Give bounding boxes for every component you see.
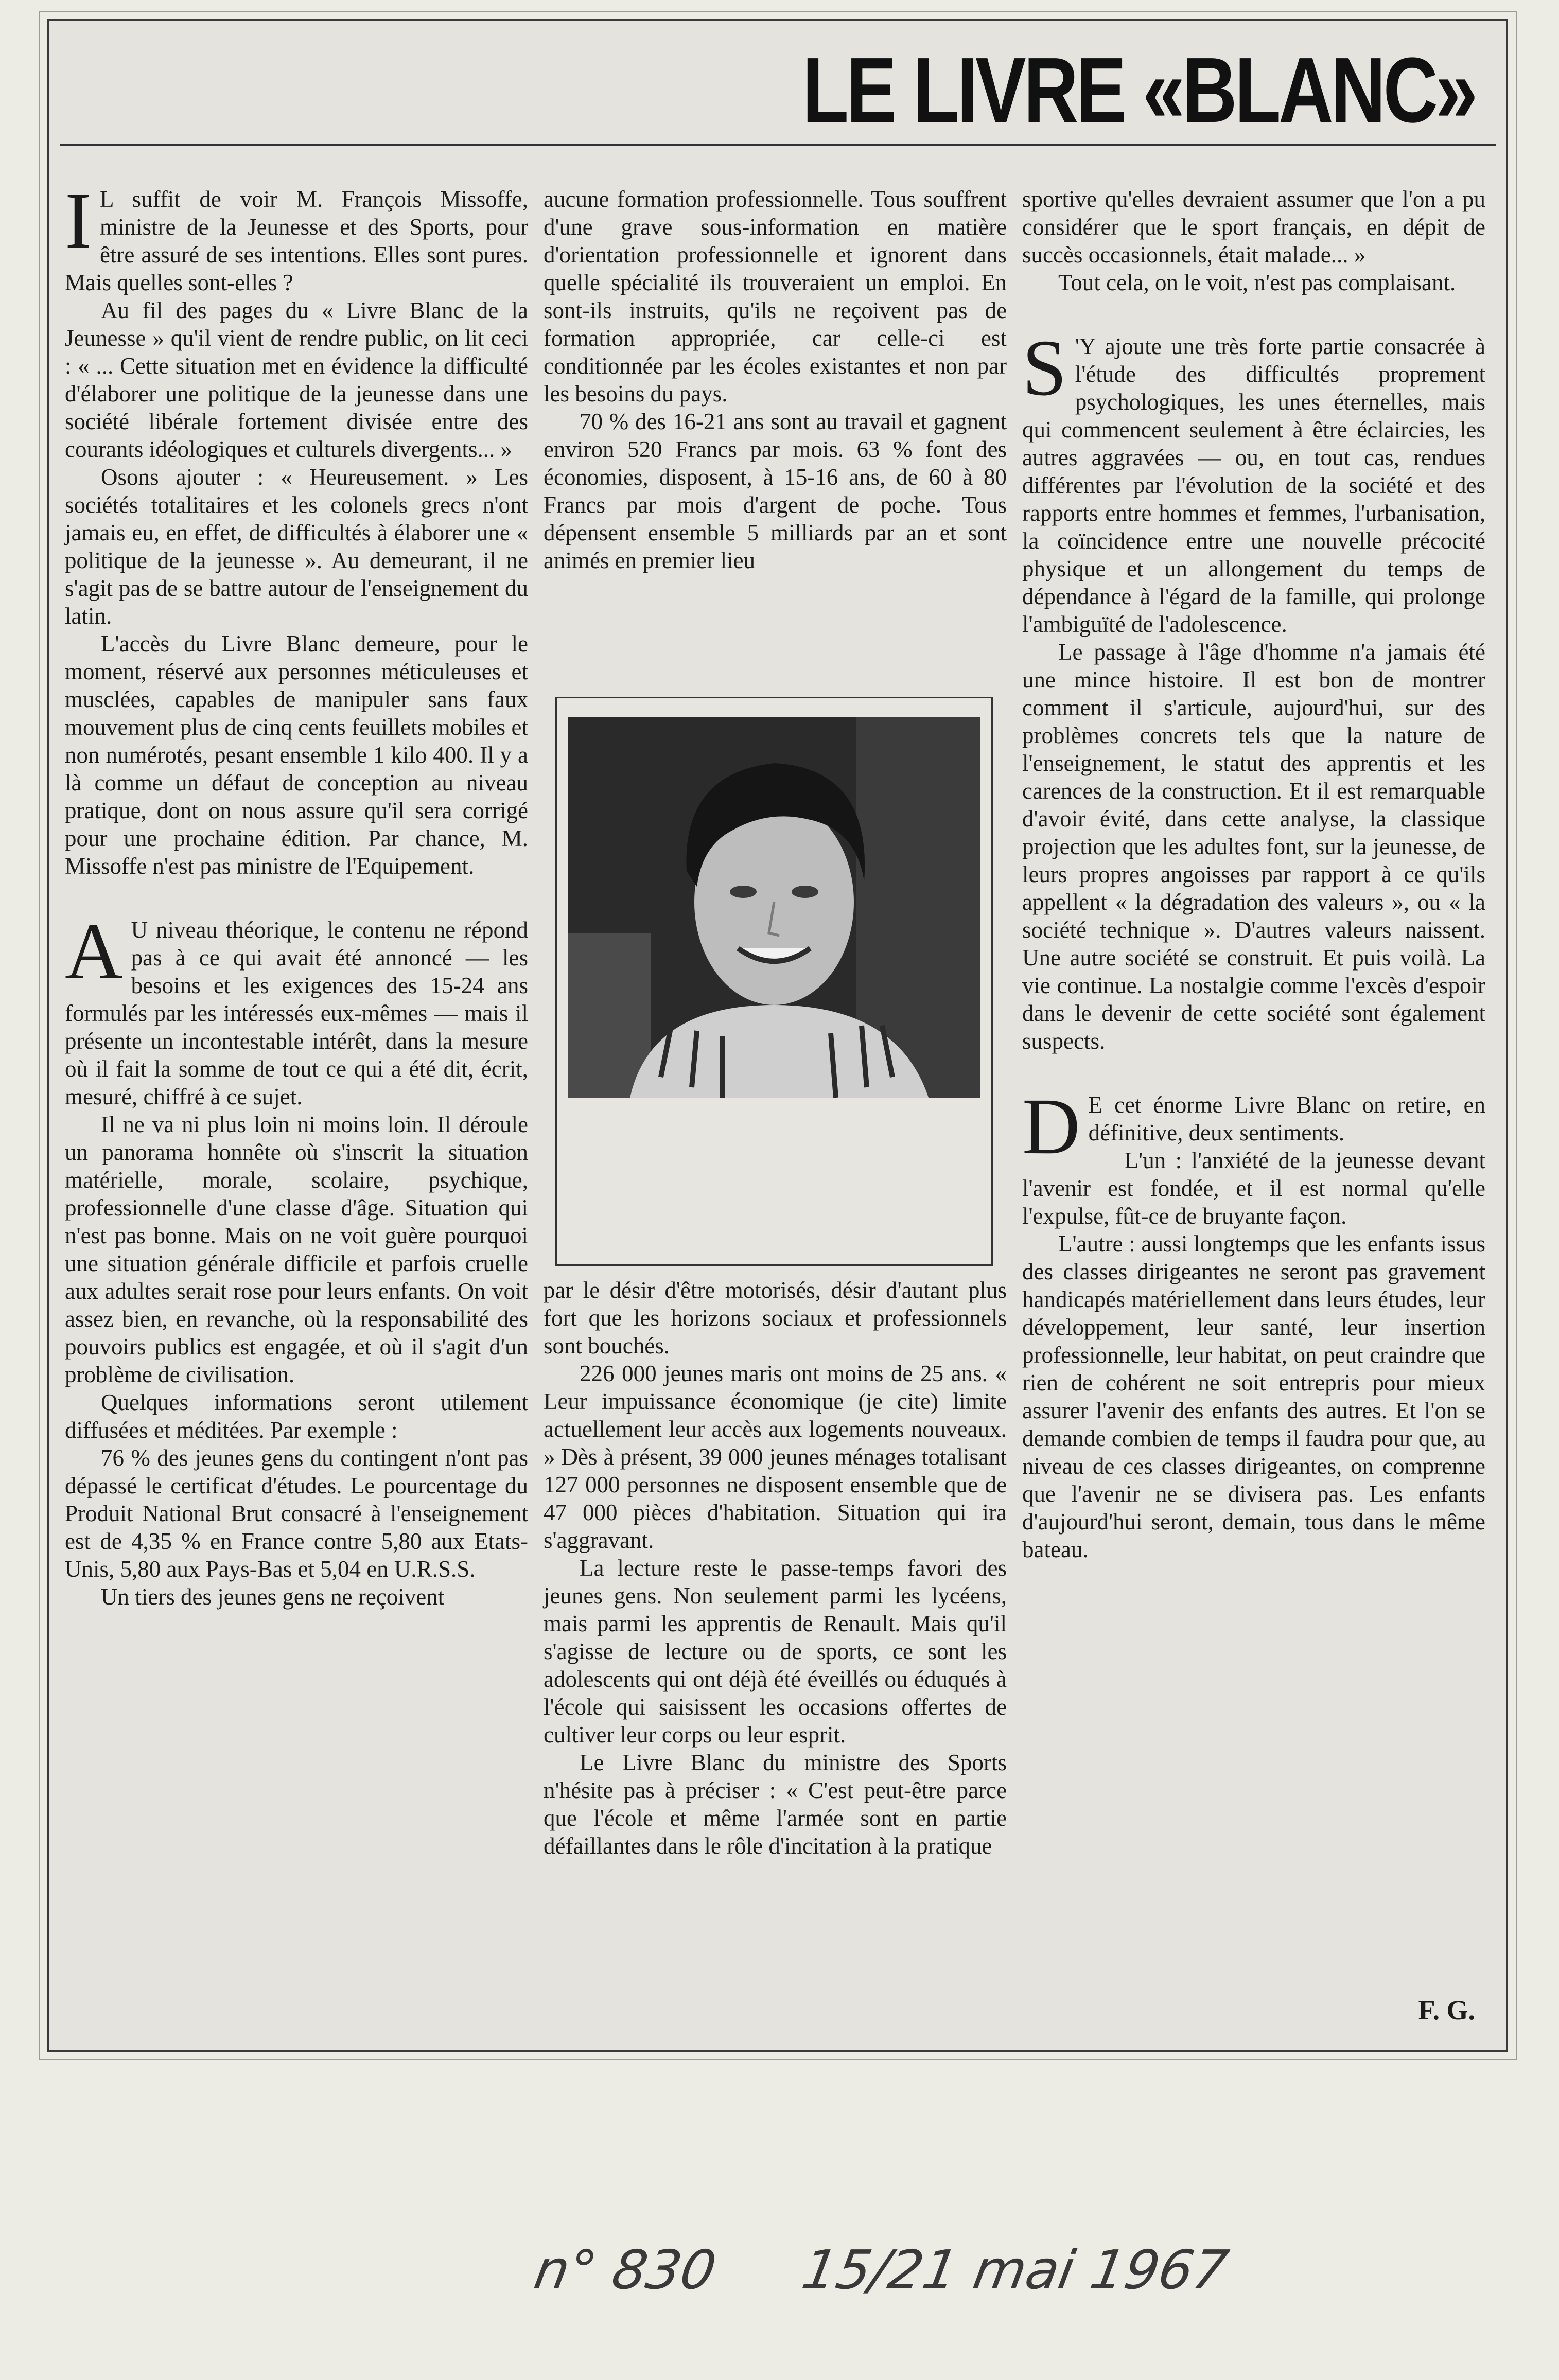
article-title: LE LIVRE «BLANC» xyxy=(802,39,1475,142)
paragraph: A U niveau théorique, le contenu ne répond pas à ce qui avait été annoncé — les besoins et les exigences des 15-24 ans formulés par les intéressés eux-mêmes — mais il présente un incontestable intérêt, dans la mesure où il fait la somme de tout ce qui a été dit, écrit, mesuré, chiffré à ce sujet. xyxy=(65,907,528,1109)
paragraph: aucune formation professionnelle. Tous souffrent d'une grave sous-information en matière d'orientation professionnelle et ignorent dans quelle spécialité ils trouveraient un emploi. En sont-ils instruits, qu'ils ne reçoivent pas de formation appropriée, car celle-ci est conditionnée par les écoles existantes et non par les besoins du pays. xyxy=(544,186,1007,407)
author-photo-box xyxy=(555,697,993,1266)
handwritten-date: 15/21 mai 1967 xyxy=(797,2238,1233,2301)
drop-cap: A xyxy=(65,907,123,996)
column-3 xyxy=(1022,185,1485,1563)
newspaper-clipping xyxy=(47,19,1508,2052)
paragraph: Au fil des pages du « Livre Blanc de la Jeunesse » qu'il vient de rendre public, on lit ceci : « ... Cette situation met en évidence la difficulté d'élaborer une politique de la jeunesse dans une société libérale fortement divisée entre des courants idéologiques et culturels divergents... » xyxy=(65,297,528,462)
paragraph: 226 000 jeunes maris ont moins de 25 ans. « Leur impuissance économique (je cite) limite actuellement leur accès aux logements nouveaux. » Dès à présent, 39 000 jeunes ménages totalisant 127 000 personnes ne disposent ensemble que de 47 000 pièces d'habitation. Situation qui ira s'aggravant. xyxy=(544,1361,1007,1553)
title-rule xyxy=(60,144,1496,146)
drop-cap: I xyxy=(65,176,92,265)
paragraph: Il ne va ni plus loin ni moins loin. Il déroule un panorama honnête où s'inscrit la situation matérielle, morale, scolaire, psychique, professionnelle d'une classe d'âge. Situation qui n'est pas bonne. Mais on ne voit guère pourquoi une situation générale difficile et parfois cruelle aux adultes serait rose pour leurs enfants. On voit assez bien, en revanche, où la responsabilité des pouvoirs publics est engagée, et où il s'agit d'un problème de civilisation. xyxy=(65,1112,528,1387)
paragraph: Le passage à l'âge d'homme n'a jamais été une mince histoire. Il est bon de montrer comment il s'articule, aujourd'hui, sur des problèmes concrets tels que la nature de l'enseignement, le statut des apprentis et les carences de la construction. Et il est remarquable d'avoir évité, dans cette analyse, la classique projection que les adultes font, sur la jeunesse, de leurs propres angoisses par rapport à ce qu'ils appellent « la dégradation des valeurs », ou « la société technique ». D'autres valeurs naissent. Une autre société se construit. Et puis voilà. La vie continue. La nostalgie comme l'excès d'espoir dans le devenir de cette société sont également suspects. xyxy=(1022,639,1485,1054)
author-signature: F. G. xyxy=(1418,1995,1475,2025)
column-1 xyxy=(65,176,528,1611)
author-portrait xyxy=(568,717,980,1098)
paragraph: La lecture reste le passe-temps favori des jeunes gens. Non seulement parmi les lycéens, mais parmi les apprentis de Renault. Mais qu'il s'agisse de lecture ou de sports, ce sont les adolescents qui ont déjà été éveillés ou éduqués à l'école qui saisissent les occasions offertes de cultiver leur corps ou leur esprit. xyxy=(544,1555,1007,1748)
paragraph: Osons ajouter : « Heureusement. » Les sociétés totalitaires et les colonels grecs n'ont jamais eu, en effet, de difficultés à élaborer une « politique de la jeunesse ». Au demeurant, il ne s'agit pas de se battre autour de l'enseignement du latin. xyxy=(65,464,528,629)
paragraph: Quelques informations seront utilement diffusées et méditées. Par exemple : xyxy=(65,1389,528,1443)
paragraph: L'accès du Livre Blanc demeure, pour le moment, réservé aux personnes méticuleuses et musclées, capables de manipuler sans faux mouvement plus de cinq cents feuillets mobiles et non numérotés, pesant ensemble 1 kilo 400. Il y a là comme un défaut de conception au niveau pratique, dont on nous assure qu'il sera corrigé pour une prochaine édition. Par chance, M. Missoffe n'est pas ministre de l'Equipement. xyxy=(65,631,528,879)
column-2-bottom xyxy=(544,1276,1007,1860)
column-2-top xyxy=(544,185,1007,574)
paragraph: Tout cela, on le voit, n'est pas complaisant. xyxy=(1058,270,1456,295)
paragraph: sportive qu'elles devraient assumer que l'on a pu considérer que le sport français, en dépit de succès occasionnels, était malade... » xyxy=(1022,186,1485,268)
drop-cap: D xyxy=(1022,1082,1080,1171)
portrait-illustration xyxy=(568,717,980,1098)
paragraph: 70 % des 16-21 ans sont au travail et gagnent environ 520 Francs par mois. 63 % font des économies, disposent, à 15-16 ans, de 60 à 80 Francs par mois d'argent de poche. Tous dépensent ensemble 5 milliards par an et sont animés en premier lieu xyxy=(544,409,1007,573)
paragraph: L'autre : aussi longtemps que les enfants issus des classes dirigeantes ne seront pas gravement handicapés matériellement dans leurs études, leur développement, leur santé, leur insertion professionnelle, leur habitat, on peut craindre que rien de cohérent ne soit entrepris pour mieux assurer l'avenir des enfants des autres. Et l'on se demande combien de temps il faudra pour que, au niveau de ces classes dirigeantes, on comprenne que l'avenir ne se divisera pas. Les enfants d'aujourd'hui seront, demain, tous dans le même bateau. xyxy=(1022,1231,1485,1562)
paragraph: Le Livre Blanc du ministre des Sports n'hésite pas à préciser : « C'est peut-être parce que l'école et même l'armée sont en partie défaillantes dans le rôle d'incitation à la pratique xyxy=(544,1750,1007,1859)
paragraph: Un tiers des jeunes gens ne reçoivent xyxy=(101,1584,445,1610)
handwritten-issue-number: n° 830 xyxy=(530,2238,721,2301)
paragraph: I L suffit de voir M. François Missoffe, ministre de la Jeunesse et des Sports, pour être assuré de ses intentions. Elles sont pures. Mais quelles sont-elles ? xyxy=(65,176,528,295)
paragraph: S 'Y ajoute une très forte partie consacrée à l'étude des difficultés proprement psychologiques, les unes éternelles, mais qui commencent seulement à être éclaircies, les autres aggravées — ou, en tout cas, rendues différentes par l'évolution de la société et des rapports entre hommes et femmes, l'urbanisation, la coïncidence entre une nouvelle précocité physique et un allongement du temps de dépendance à l'égard de la famille, qui prolonge l'ambiguïté de l'adolescence. xyxy=(1022,323,1485,637)
paragraph: L'un : l'anxiété de la jeunesse devant l'avenir est fondée, et il est normal qu'elle l'expulse, fût-ce de bruyante façon. xyxy=(1022,1148,1485,1229)
paragraph: 76 % des jeunes gens du contingent n'ont pas dépassé le certificat d'études. Le pourcentage du Produit National Brut consacré à l'enseignement est de 4,35 % en France contre 5,80 aux Etats-Unis, 5,80 aux Pays-Bas et 5,04 en U.R.S.S. xyxy=(65,1445,528,1582)
drop-cap: S xyxy=(1022,323,1067,412)
paragraph: par le désir d'être motorisés, désir d'autant plus fort que les horizons sociaux et professionnels sont bouchés. xyxy=(544,1277,1007,1359)
paragraph: D E cet énorme Livre Blanc on retire, en définitive, deux sentiments. xyxy=(1022,1082,1485,1171)
